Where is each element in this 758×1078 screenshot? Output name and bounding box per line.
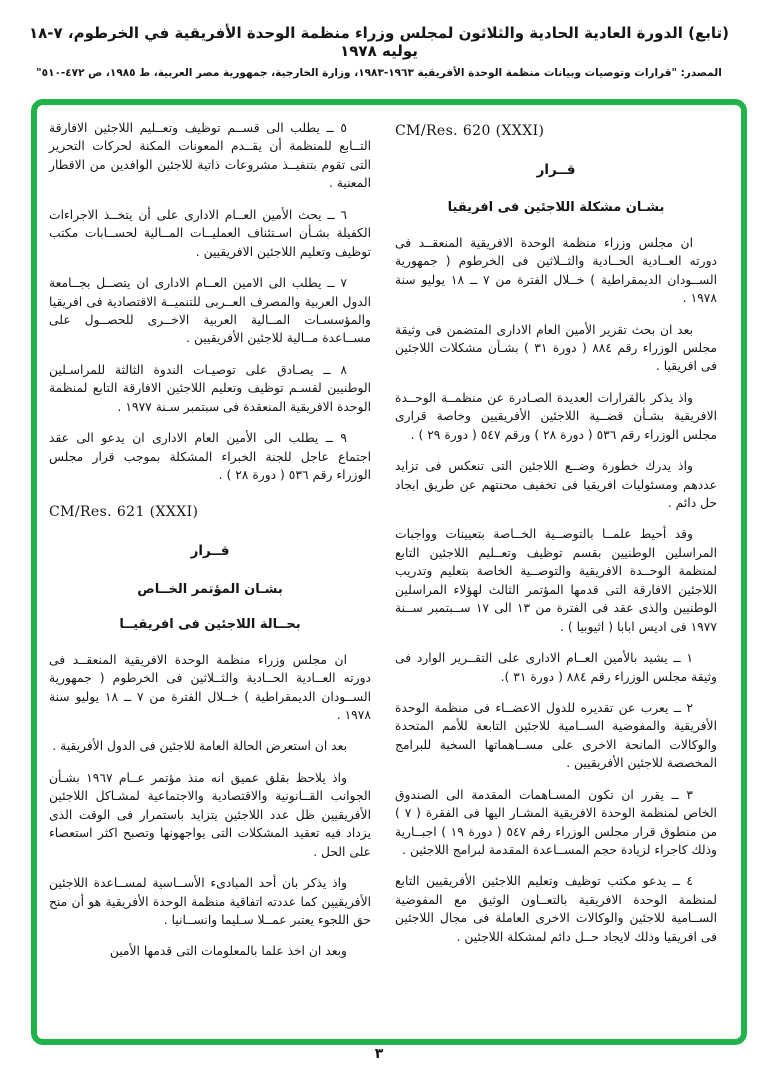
paragraph: واذ يدرك خطورة وضــع اللاجئين التى تنعكس فى تزايد عددهم ومسئوليات افريقيا فى تخفيف محنتهم عن طريق ايجاد حل دائم .: [395, 459, 717, 510]
resolution-621-block: [49, 502, 371, 960]
paragraph: ١ ــ يشيد بالأمين العــام الادارى على التقــرير الوارد فى وثيقة مجلس الوزراء رقم ٨٨٤ ( دورة ٣١ ).: [395, 651, 717, 684]
paragraph: ان مجلس وزراء منظمة الوحدة الافريقية المنعقــد فى دورته العــادية الحــادية والثــلاثين فى الخرطوم ( جمهورية الســودان الديمقراطية ) خــلال الفترة من ٧ ــ ١٨ يوليو سنة ١٩٧٨ .: [395, 235, 718, 306]
paragraph: ٤ ــ يدعو مكتب توظيف وتعليم اللاجئين الأفريقيين التابع لمنظمة الوحدة الافريقية بالتعــاون الوثيق مع المفوضية الســامية للاجئين والوكالات الاخرى العاملة فى مجال اللاجئين فى افريقيا وذلك لايجاد حــل دائم لمشكلة اللاجئين .: [395, 874, 717, 944]
paragraph: واذ يذكر بالقرارات العديدة الصـادرة عن منظمــة الوحــدة الافريقية بشـأن قضــية اللاجئين الأفريقيين وخاصة قرارى مجلس الوزراء رقم ٥٣٦ ( دورة ٢٨ ) ورقم ٥٤٧ ( دورة ٢٩ ) .: [395, 390, 717, 442]
paragraph: واذ يلاحظ بقلق عميق انه منذ مؤتمر عــام ١٩٦٧ بشـأن الجوانب القــانونية والاقتصادية والاجتماعية لمشـاكل اللاجئين الأفريقيين ظل عدد اللاجئين يتزايد باستمرار فى الوقت الذى يزداد فيه تعقيد المشكلات التى يواجهونها وتصبح اكثر استعصاء على الحل .: [49, 770, 371, 859]
paragraph: ٨ ــ يصـادق على توصيـات الندوة الثالثة للمراسـلين الوطنيين لقسـم توظيف وتعليم اللاجئين الافارقة التابع لمنظمة الوحدة الافريقية المنعقدة فى سبتمبر سـنة ١٩٧٧ .: [49, 362, 371, 414]
paragraph: ٧ ــ يطلب الى الامين العــام الادارى ان يتصــل بجــامعة الدول العربية والمصرف العــربى للتنميــة الاقتصادية فى افريقيا والمؤسسـات المــالية العربية الاخــرى للحصــول على مســاعدة مــالية للاجئين الأفريقيين .: [49, 276, 371, 346]
paragraph: ان مجلس وزراء منظمة الوحدة الافريقية المنعقــد فى دورته العــادية الحــادية والثــلاثين فى الخرطوم ( جمهورية الســودان الديمقراطية ) خــلال الفترة من ٧ ــ ١٨ يوليو سنة ١٩٧٨ .: [49, 652, 372, 722]
resolution-ref-620: CM/Res. 620 (XXXI): [395, 123, 545, 139]
paragraph: واذ يذكر بان أحد المبادىء الأســاسية لمســاعدة اللاجئين الأفريقيين كما عددته اتفاقية منظمة الوحدة الأفريقية هو أن منح حق اللجوء يعتبر عمــلا سـليما وانســانيا .: [49, 876, 371, 927]
paragraph: وقد أحيط علمــا بالتوصــية الخــاصة بتعيينات وواجبات المراسلين الوطنيين بقسم توظيف وتعــليم اللاجئين التابع لمنظمة الوحــدة الافريقية والتوصــية الخاصة بتعليم وتدريب اللاجئين الافارقة التى قدمها المؤتمر الثالث لهؤلاء المراسلين الوطنيين والذى عقد فى الفترة من ١٣ الى ١٧ ســبتمبر ســنة ١٩٧٧ فى اديس ابابا ( اثيوبيا ) .: [395, 527, 717, 634]
resolution-ref-621: CM/Res. 621 (XXXI): [49, 504, 199, 521]
resolution-title-621: قــرار: [190, 543, 230, 560]
paragraph: ٩ ــ يطلب الى الأمين العام الادارى ان يدعو الى عقد اجتماع عاجل للجنة الخبراء المشكلة بموجب قرار مجلس الوزراء رقم ٥٣٦ ( دورة ٢٨ ) .: [49, 431, 371, 482]
paragraph: وبعد ان اخذ علما بالمعلومات التى قدمها الأمين: [109, 944, 347, 959]
resolution-subtitle-621-line1: بشـان المؤتمر الخــاص: [137, 581, 283, 597]
column-right-res620: [395, 119, 717, 959]
document-frame: [31, 99, 747, 1045]
resolution-subtitle-620: بشـان مشكلة اللاجئين فى افريقيا: [447, 200, 665, 216]
paragraph: ٢ ــ يعرب عن تقديره للدول الاعضــاء فى منظمة الوحدة الأفريقية والمفوضية الســامية للاجئين التابعة للأمم المتحدة والوكالات المانحة الاخرى على مســاهماتها السخية للبرامج المخصصة للاجئين الأفريقيين .: [395, 700, 717, 771]
paragraph: ٦ ــ يحث الأمين العــام الادارى على أن يتخــذ الاجراءات الكفيلة بشـأن اسـتئناف العمليــات المــالية لحســابات مكتب توظيف وتعليم اللاجئين الافريقيين .: [49, 207, 371, 259]
session-title: (تابع) الدورة العادية الحادية والثلاثون لمجلس وزراء منظمة الوحدة الأفريقية في الخرطوم، ٧-١٨ يوليه ١٩٧٨: [28, 24, 730, 60]
paragraph: بعد ان بحث تقرير الأمين العام الادارى المتضمن فى وثيقة مجلس الوزراء رقم ٨٨٤ ( دورة ٣١ ) بشـأن مشكلات اللاجئين فى افريقيا .: [395, 322, 718, 374]
page-number: ٣: [374, 1046, 384, 1062]
paragraph: بعد ان استعرض الحالة العامة للاجئين فى الدول الأفريقية .: [52, 739, 347, 754]
paragraph: ٥ ــ يطلب الى قســم توظيف وتعــليم اللاجئين الافارقة التــابع للمنظمة أن يقــدم المعونات المكنة لحركات التحرير التى تقوم بتنفيــذ مشروعات ذاتية للاجئين الوافدين من الاقطار المعنية .: [49, 121, 371, 191]
source-citation: المصدر: "قرارات وتوصيات وبيانات منظمة الوحدة الأفريقية ١٩٦٣-١٩٨٣، وزارة الخارجية، جمهورية مصر العربية، ط ١٩٨٥، ص ٤٧٢-٥١٠": [36, 67, 722, 79]
page-header: [10, 24, 748, 79]
paragraph: ٣ ــ يقرر ان تكون المسـاهمات المقدمة الى الصندوق الخاص لمنظمة الوحدة الافريقية المشـار اليها فى الفقرة ( ٧ ) من منطوق قرار مجلس الوزراء رقم ٥٤٧ ( دورة ١٩ ) اجبــارية وذلك كاجراء لزيادة حجم المســاعدة المقدمة لبرامج اللاجئين .: [395, 787, 717, 857]
resolution-subtitle-621-line2: بحــالة اللاجئين فى افريقيــا: [119, 617, 301, 633]
column-left-continuation: [49, 119, 371, 974]
resolution-title-620: قــرار: [536, 162, 576, 178]
